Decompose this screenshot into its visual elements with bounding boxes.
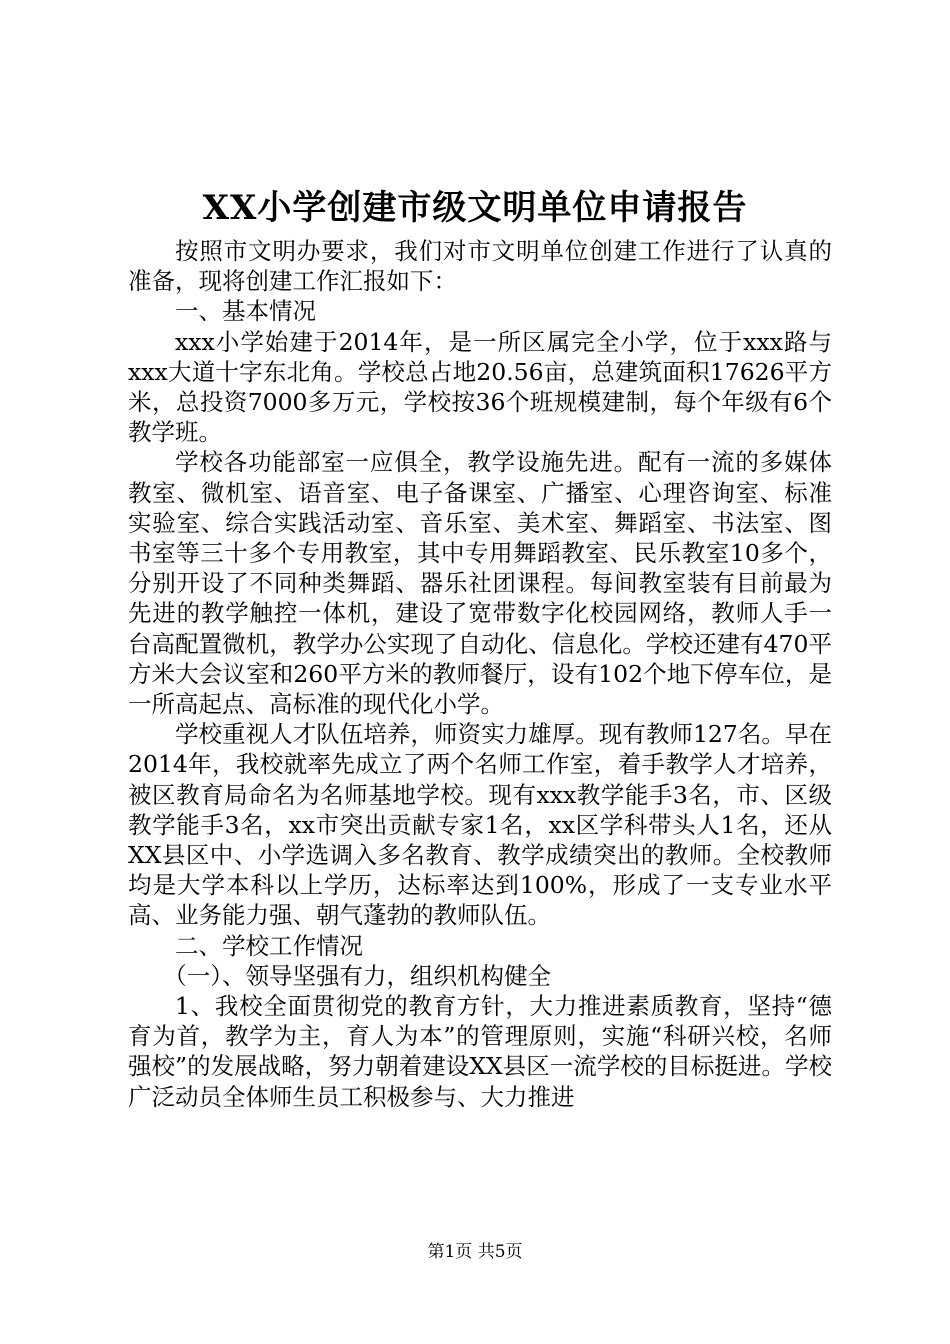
intro-paragraph: 按照市文明办要求，我们对市文明单位创建工作进行了认真的准备，现将创建工作汇报如下： [128, 237, 832, 296]
section-heading-basic-info: 一、基本情况 [175, 297, 316, 326]
page-number: 第1页 共5页 [427, 1242, 523, 1262]
document-body [128, 236, 832, 1112]
body-paragraph: 学校重视人才队伍培养，师资实力雄厚。现有教师127名。早在2014年，我校就率先成立了两个名师工作室，着手教学人才培养，被区教育局命名为名师基地学校。现有xxx教学能手3名，市、区级教学能手3名，xx市突出贡献专家1名，xx区学科带头人1名，还从XX县区中、小学选调入多名教育、教学成绩突出的教师。全校教师均是大学本科以上学历，达标率达到100%，形成了一支专业水平高、业务能力强、朝气蓬勃的教师队伍。 [128, 720, 832, 930]
body-paragraph: xxx小学始建于2014年，是一所区属完全小学，位于xxx路与xxx大道十字东北角。学校总占地20.56亩，总建筑面积17626平方米，总投资7000多万元，学校按36个班规模建制，每个年级有6个教学班。 [128, 327, 832, 447]
section-heading-work: 二、学校工作情况 [175, 931, 363, 960]
subsection-heading: （一）、领导坚强有力，组织机构健全 [163, 961, 551, 990]
body-paragraph: 学校各功能部室一应俱全，教学设施先进。配有一流的多媒体教室、微机室、语音室、电子备课室、广播室、心理咨询室、标准实验室、综合实践活动室、音乐室、美术室、舞蹈室、书法室、图书室等三十多个专用教室，其中专用舞蹈教室、民乐教室10多个，分别开设了不同种类舞蹈、器乐社团课程。每间教室装有目前最为先进的教学触控一体机，建设了宽带数字化校园网络，教师人手一台高配置微机，教学办公实现了自动化、信息化。学校还建有470平方米大会议室和260平方米的教师餐厅，设有102个地下停车位，是一所高起点、高标准的现代化小学。 [128, 448, 832, 719]
body-paragraph: 1、我校全面贯彻党的教育方针，大力推进素质教育，坚持“德育为首，教学为主，育人为本”的管理原则，实施“科研兴校，名师强校”的发展战略，努力朝着建设XX县区一流学校的目标挺进。学校广泛动员全体师生员工积极参与、大力推进 [128, 992, 832, 1111]
document-title: XX小学创建市级文明单位申请报告 [202, 188, 748, 228]
